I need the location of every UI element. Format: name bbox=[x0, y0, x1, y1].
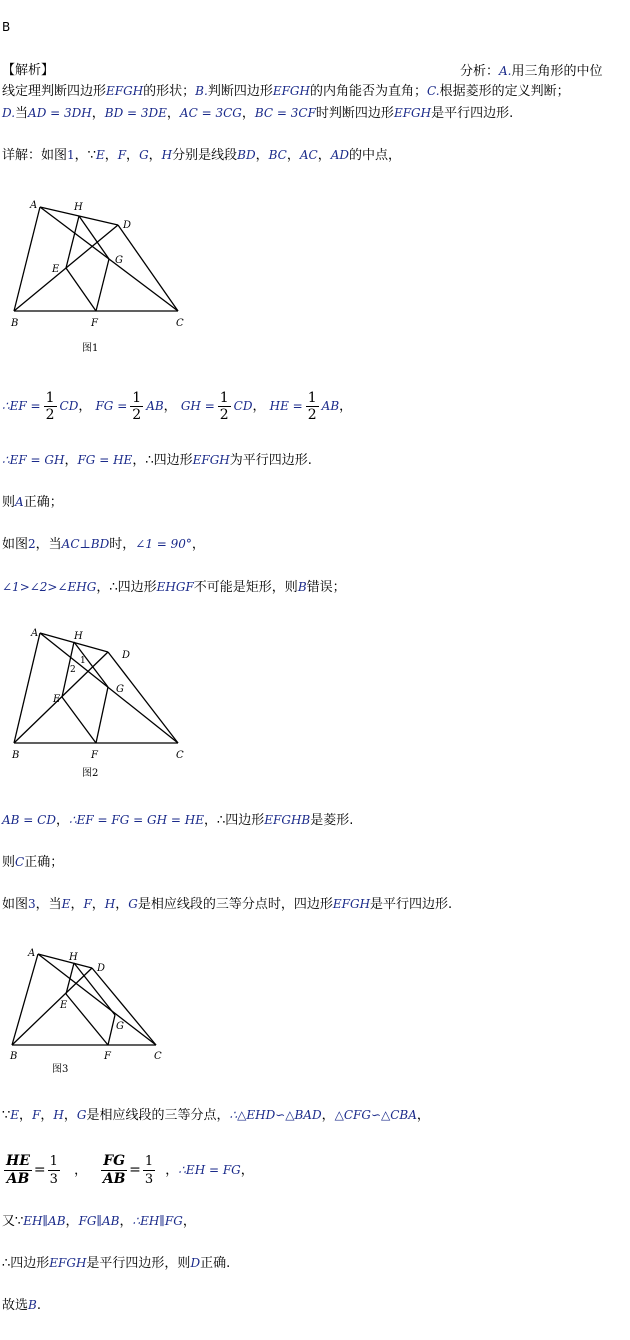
label-F: F bbox=[104, 1051, 111, 1062]
analysis-line-3: D.当AD = 3DH，BD = 3DE，AC = 3CG，BC = 3CF时判断四边形EFGH是平行四边形. bbox=[2, 106, 514, 121]
label-D: D bbox=[97, 963, 106, 974]
label-H: H bbox=[69, 952, 78, 963]
final-answer: 故选B. bbox=[2, 1298, 41, 1313]
seg-EF bbox=[62, 697, 96, 743]
equation-midlines: ∴EF = $\frac{1}{2}$ CD， FG = $\frac{1}{2}$ AB， GH = $\frac{1}{2}$ CD， HE = $\frac{1}{2}$ AB， bbox=[2, 390, 353, 423]
section-header: 【解析】 bbox=[2, 63, 55, 78]
detail-line: 详解：如图1，∵E，F，G，H分别是线段BD，BC，AC，AD的中点， bbox=[2, 148, 402, 163]
label-F: F bbox=[91, 318, 98, 329]
diag-BD bbox=[12, 968, 92, 1045]
figure-3 bbox=[0, 940, 200, 1080]
figure-1-caption: 图1 bbox=[82, 343, 99, 354]
label-G: G bbox=[115, 255, 123, 266]
edge-AB bbox=[14, 633, 40, 743]
parallel-line: 又∵EH∥AB，FG∥AB，∴EH∥FG， bbox=[2, 1214, 196, 1229]
label-E: E bbox=[60, 1000, 68, 1011]
label-H: H bbox=[74, 631, 83, 642]
edge-DC bbox=[92, 968, 156, 1045]
conclusion-c: 则C正确； bbox=[2, 855, 64, 870]
figure-3-intro: 如图3，当E，F，H，G是相应线段的三等分点时，四边形EFGH是平行四边形. bbox=[2, 897, 453, 912]
label-B: B bbox=[12, 750, 20, 761]
seg-EF bbox=[66, 994, 108, 1045]
label-1: 1 bbox=[80, 656, 86, 666]
label-D: D bbox=[122, 650, 131, 661]
label-A: A bbox=[28, 948, 36, 959]
label-C: C bbox=[154, 1051, 162, 1062]
seg-FG bbox=[96, 259, 109, 311]
edge-AB bbox=[12, 954, 38, 1045]
label-A: A bbox=[30, 200, 38, 211]
seg-HE bbox=[66, 216, 79, 268]
label-G: G bbox=[116, 1021, 124, 1032]
edge-DC bbox=[108, 652, 178, 743]
analysis-line-1: 分析：A.用三角形的中位 bbox=[460, 64, 603, 79]
label-H: H bbox=[74, 202, 83, 213]
figure-3-caption: 图3 bbox=[52, 1064, 69, 1075]
figure-2-intro: 如图2，当AC⊥BD时，∠1 = 90°， bbox=[2, 537, 205, 552]
edge-DC bbox=[118, 225, 178, 311]
label-C: C bbox=[176, 750, 184, 761]
conclusion-d: ∴四边形EFGH是平行四边形，则D正确. bbox=[2, 1256, 231, 1271]
rhombus-line: AB = CD，∴EF = FG = GH = HE，∴四边形EFGHB是菱形. bbox=[2, 813, 354, 828]
label-G: G bbox=[116, 684, 124, 695]
label-D: D bbox=[123, 220, 132, 231]
figure-1 bbox=[0, 190, 200, 360]
label-B: B bbox=[11, 318, 19, 329]
ratio-line: $\frac{HE}{AB}$ = $\frac{1}{3}$ ， $\frac{FG}{AB}$ = $\frac{1}{3}$ ，∴EH = FG， bbox=[6, 1153, 254, 1187]
label-B: B bbox=[10, 1051, 18, 1062]
angle-comparison: ∠1>∠2>∠EHG，∴四边形EHGF不可能是矩形，则B错误； bbox=[2, 580, 346, 595]
label-C: C bbox=[176, 318, 184, 329]
equation-equal-sides: ∴EF = GH，FG = HE，∴四边形EFGH为平行四边形. bbox=[2, 453, 312, 468]
figure-2-caption: 图2 bbox=[82, 768, 99, 779]
seg-FG bbox=[108, 1015, 115, 1045]
answer-text: B bbox=[2, 20, 11, 34]
edge-AB bbox=[14, 207, 40, 311]
analysis-line-2: 线定理判断四边形EFGH的形状；B.判断四边形EFGH的内角能否为直角；C.根据菱形的定义判断； bbox=[2, 84, 570, 99]
seg-EF bbox=[66, 268, 96, 311]
figure-2 bbox=[0, 620, 200, 785]
seg-FG bbox=[96, 687, 108, 743]
diag-AC bbox=[40, 633, 178, 743]
label-2: 2 bbox=[70, 665, 76, 675]
diag-BD bbox=[14, 652, 108, 743]
label-F: F bbox=[91, 750, 98, 761]
label-A: A bbox=[31, 628, 39, 639]
similar-triangles: ∵E，F，H，G是相应线段的三等分点，∴△EHD∽△BAD，△CFG∽△CBA， bbox=[2, 1108, 430, 1123]
label-E: E bbox=[52, 264, 60, 275]
label-E: E bbox=[53, 694, 61, 705]
conclusion-a: 则A正确； bbox=[2, 495, 63, 510]
